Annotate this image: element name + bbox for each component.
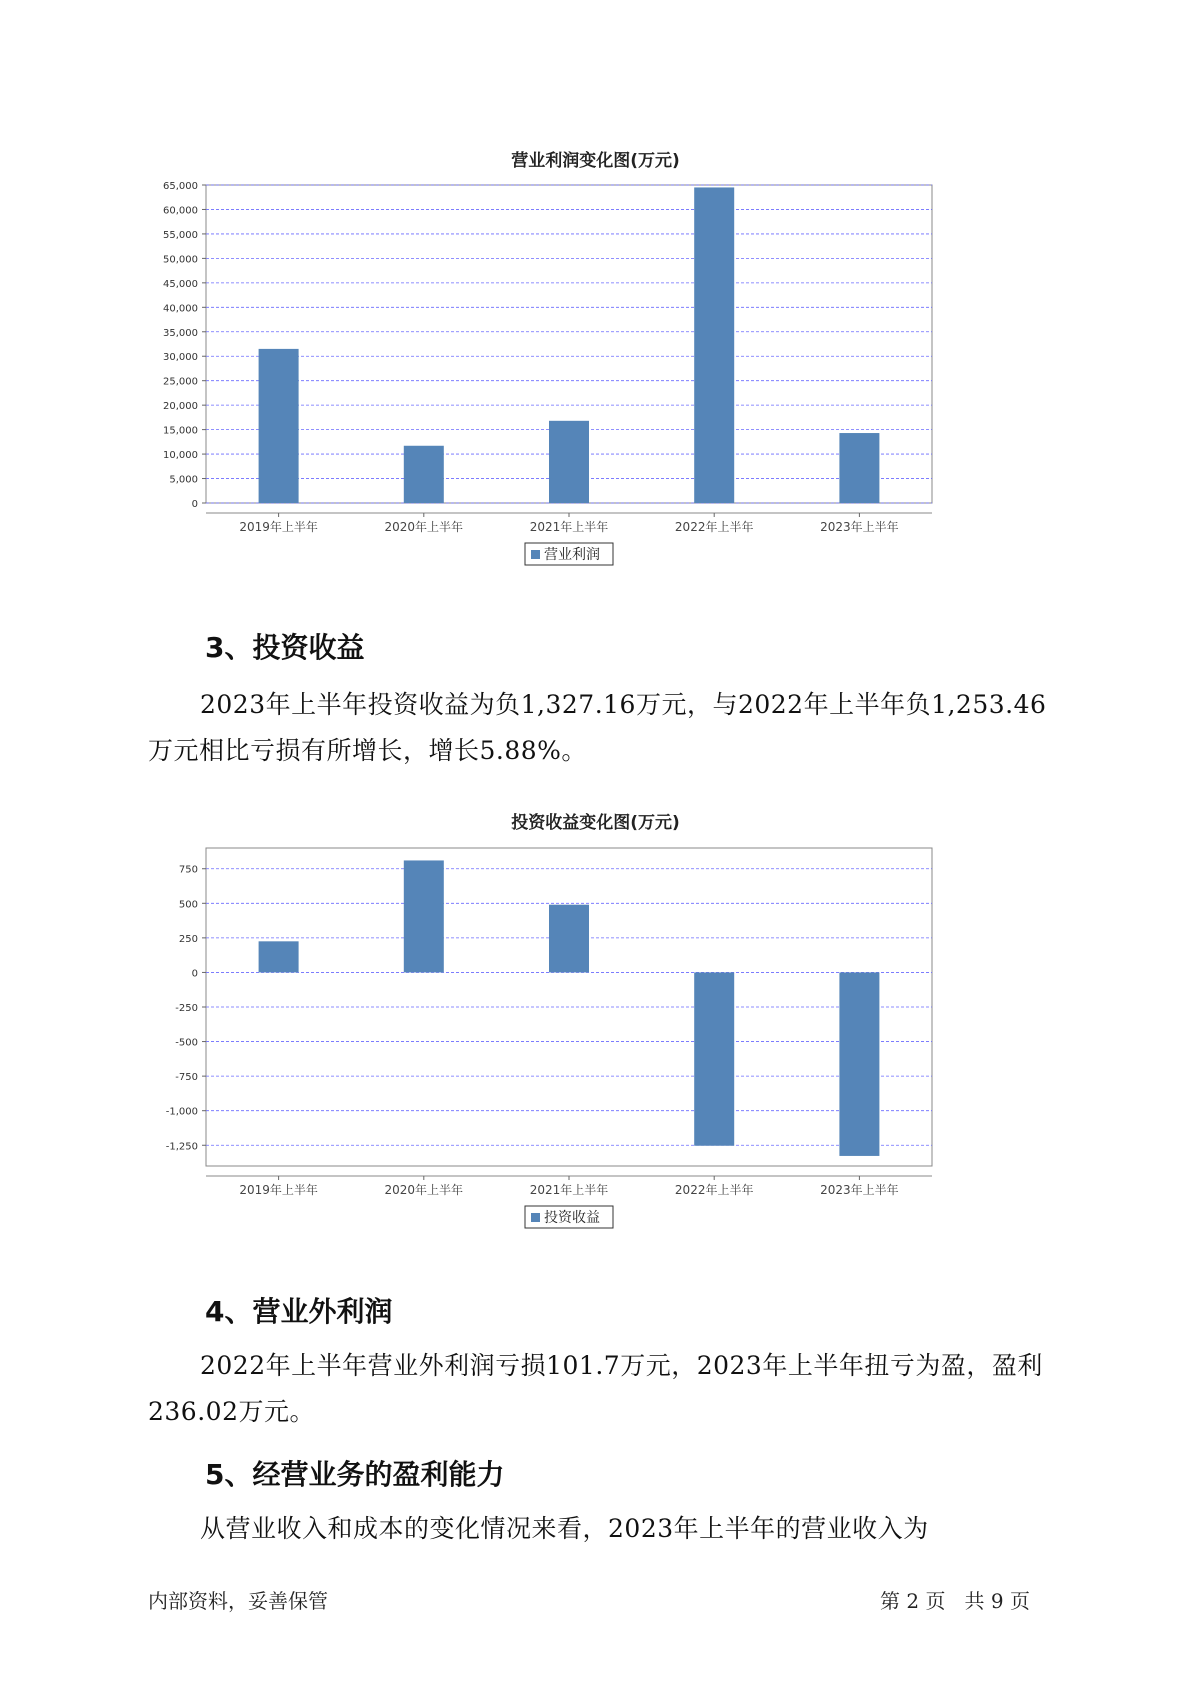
bar bbox=[694, 187, 734, 503]
y-tick-label: 20,000 bbox=[163, 401, 198, 413]
section-heading-profitability: 5、经营业务的盈利能力 bbox=[205, 1458, 505, 1491]
x-tick-label: 2022年上半年 bbox=[674, 520, 754, 534]
x-tick-label: 2019年上半年 bbox=[239, 1183, 318, 1197]
bar bbox=[259, 941, 299, 972]
y-tick-label: 10,000 bbox=[163, 450, 198, 462]
y-tick-label: -750 bbox=[175, 1072, 198, 1084]
bar bbox=[404, 446, 444, 503]
bar bbox=[694, 972, 734, 1145]
y-tick-label: 0 bbox=[191, 499, 198, 510]
legend-label: 营业利润 bbox=[544, 547, 600, 563]
x-tick-label: 2023年上半年 bbox=[820, 1183, 899, 1197]
y-tick-label: 30,000 bbox=[163, 352, 198, 364]
bar bbox=[549, 905, 589, 973]
profitability-paragraph: 从营业收入和成本的变化情况来看，2023年上半年的营业收入为 bbox=[200, 1514, 929, 1543]
non-operating-profit-paragraph: 2022年上半年营业外利润亏损101.7万元，2023年上半年扭亏为盈，盈利236.02万元。 bbox=[148, 1351, 1043, 1426]
chart-1-title: 营业利润变化图(万元) bbox=[511, 151, 680, 171]
legend-swatch bbox=[531, 550, 540, 559]
x-tick-label: 2023年上半年 bbox=[820, 520, 899, 534]
bar bbox=[839, 433, 879, 503]
x-tick-label: 2019年上半年 bbox=[239, 520, 318, 534]
bar bbox=[549, 421, 589, 503]
bar bbox=[839, 972, 879, 1155]
y-tick-label: 0 bbox=[191, 968, 198, 980]
investment-income-chart bbox=[150, 838, 1030, 1268]
x-tick-label: 2021年上半年 bbox=[529, 520, 609, 534]
y-tick-label: 750 bbox=[178, 864, 198, 876]
y-tick-label: 40,000 bbox=[163, 303, 198, 315]
y-tick-label: 60,000 bbox=[163, 205, 198, 217]
y-tick-label: 45,000 bbox=[163, 278, 198, 290]
y-tick-label: 5,000 bbox=[169, 474, 198, 486]
investment-income-paragraph: 2023年上半年投资收益为负1,327.16万元，与2022年上半年负1,253.46万元相比亏损有所增长，增长5.88%。 bbox=[148, 690, 1047, 765]
legend-label: 投资收益 bbox=[544, 1210, 600, 1226]
footer-page-number: 第 2 页 共 9 页 bbox=[880, 1589, 1030, 1613]
x-tick-label: 2021年上半年 bbox=[529, 1183, 609, 1197]
operating-profit-chart bbox=[150, 175, 1030, 605]
section-heading-non-operating-profit: 4、营业外利润 bbox=[205, 1295, 393, 1328]
bar bbox=[404, 860, 444, 972]
y-tick-label: 35,000 bbox=[163, 327, 198, 339]
y-tick-label: -1,250 bbox=[165, 1141, 198, 1153]
y-tick-label: -500 bbox=[175, 1037, 198, 1049]
section-heading-investment-income: 3、投资收益 bbox=[205, 631, 365, 664]
y-tick-label: 65,000 bbox=[163, 181, 198, 192]
y-tick-label: 500 bbox=[178, 899, 198, 911]
bar bbox=[259, 349, 299, 503]
x-tick-label: 2020年上半年 bbox=[384, 520, 464, 534]
y-tick-label: 25,000 bbox=[163, 376, 198, 388]
y-tick-label: -250 bbox=[175, 1003, 198, 1014]
legend-swatch bbox=[531, 1213, 540, 1222]
y-tick-label: 15,000 bbox=[163, 425, 198, 437]
y-tick-label: -1,000 bbox=[165, 1106, 198, 1118]
y-tick-label: 250 bbox=[178, 933, 198, 945]
x-tick-label: 2020年上半年 bbox=[384, 1183, 464, 1197]
x-tick-label: 2022年上半年 bbox=[674, 1183, 754, 1197]
footer-confidential-note: 内部资料，妥善保管 bbox=[148, 1589, 328, 1613]
y-tick-label: 50,000 bbox=[163, 254, 198, 266]
chart-2-title: 投资收益变化图(万元) bbox=[511, 813, 680, 833]
y-tick-label: 55,000 bbox=[163, 229, 198, 241]
